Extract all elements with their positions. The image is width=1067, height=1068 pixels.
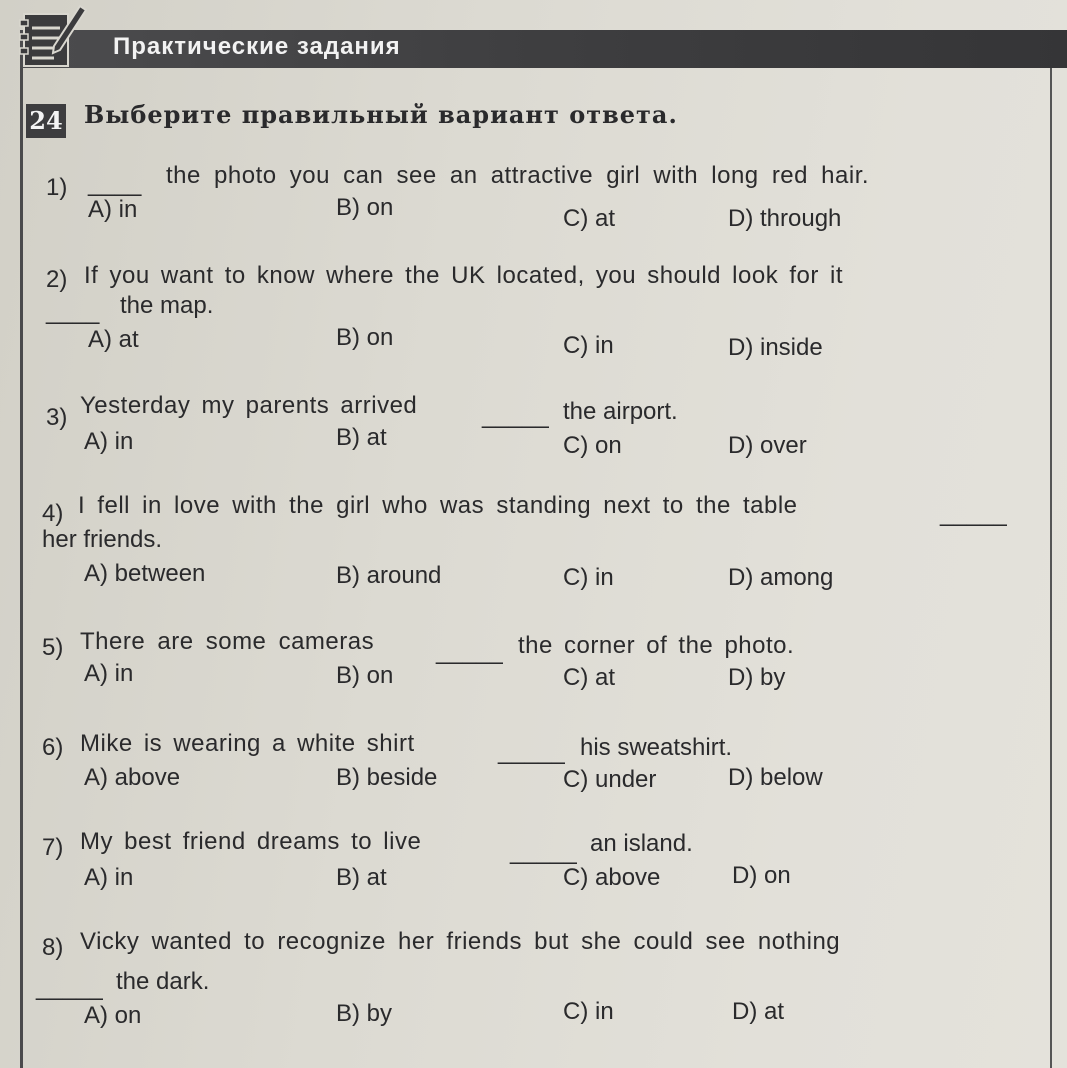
option-b: B) on [336,194,394,221]
question-text: Vicky wanted to recognize her friends but she could see nothing [80,928,841,955]
question-text-continued: the map. [120,292,214,319]
option-d: D) through [728,205,842,232]
option-d: D) over [728,432,807,459]
notebook-pen-icon [14,0,88,74]
frame-left-border [20,68,23,1068]
option-c: C) in [563,998,614,1025]
answer-blank: ____ [88,170,142,197]
question-text: If you want to know where the UK located, you should look for it [84,262,844,289]
answer-blank: _____ [482,402,549,429]
option-b: B) at [336,424,387,451]
option-a: A) in [88,196,138,223]
option-c: C) in [563,332,614,359]
option-c: C) at [563,664,616,691]
option-c: C) at [563,205,616,232]
answer-blank: _____ [436,638,503,665]
option-d: D) on [732,862,791,889]
task-number-badge: 24 [26,104,66,138]
question-text: There are some cameras [80,628,375,655]
option-c: C) on [563,432,622,459]
question-number: 1) [46,174,68,201]
option-c: C) above [563,864,661,891]
question-text-continued: his sweatshirt. [580,734,733,761]
question-text: Mike is wearing a white shirt [80,730,415,757]
question-number: 2) [46,266,68,293]
option-c: C) in [563,564,614,591]
question-text: Yesterday my parents arrived [80,392,418,419]
option-a: A) in [84,428,134,455]
option-b: B) on [336,662,394,689]
task-instruction: Выберите правильный вариант ответа. [84,100,678,129]
option-d: D) inside [728,334,823,361]
option-b: B) at [336,864,387,891]
option-d: D) among [728,564,834,591]
question-text-continued: her friends. [42,526,163,553]
option-a: A) between [84,560,206,587]
option-a: A) above [84,764,181,791]
option-b: B) on [336,324,394,351]
question-number: 7) [42,834,64,861]
option-b: B) beside [336,764,438,791]
option-b: B) around [336,562,442,589]
option-a: A) on [84,1002,142,1029]
question-text-continued: the corner of the photo. [518,632,795,659]
option-d: D) by [728,664,786,691]
option-b: B) by [336,1000,393,1027]
question-number: 6) [42,734,64,761]
option-d: D) at [732,998,785,1025]
section-title: Практические задания [113,33,401,60]
option-a: A) in [84,864,134,891]
question-text: the photo you can see an attractive girl with long red hair. [166,162,870,189]
answer-blank: _____ [36,974,103,1001]
frame-right-border [1050,68,1052,1068]
answer-blank: _____ [510,838,577,865]
question-number: 4) [42,500,64,527]
question-text-continued: the airport. [563,398,678,425]
answer-blank: _____ [498,738,565,765]
option-c: C) under [563,766,657,793]
question-number: 8) [42,934,64,961]
question-text-continued: the dark. [116,968,210,995]
question-number: 3) [46,404,68,431]
question-text: My best friend dreams to live [80,828,422,855]
question-text-continued: an island. [590,830,693,857]
option-d: D) below [728,764,823,791]
answer-blank: _____ [940,500,1007,527]
option-a: A) in [84,660,134,687]
question-text: I fell in love with the girl who was standing next to the table [78,492,798,519]
answer-blank: ____ [46,298,100,325]
question-number: 5) [42,634,64,661]
option-a: A) at [88,326,139,353]
